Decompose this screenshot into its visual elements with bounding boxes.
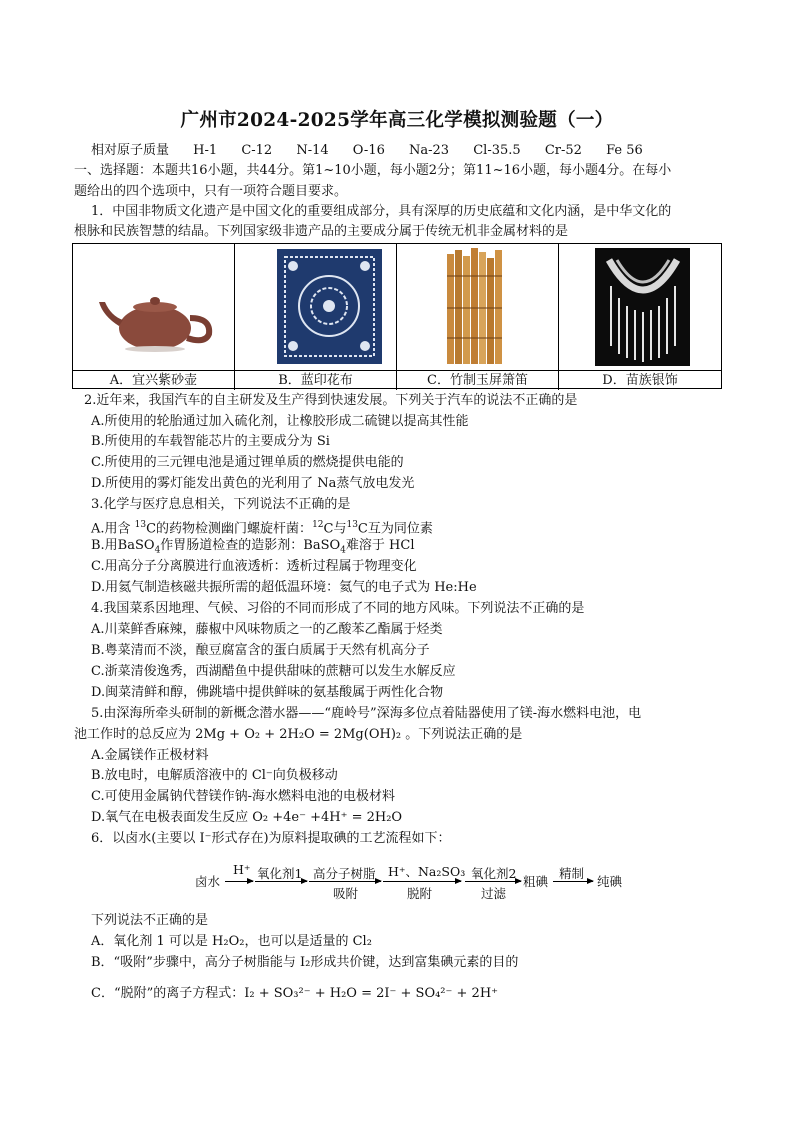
flow-arrow-label: 脱附 bbox=[407, 886, 433, 901]
option-label: C．竹制玉屏箫笛 bbox=[397, 370, 558, 390]
flow-arrow-label: H⁺ bbox=[233, 862, 251, 877]
superscript: 13 bbox=[346, 520, 358, 530]
mass-item: Cl-35.5 bbox=[473, 143, 521, 158]
q6-stem: 6．以卤水(主要以 I⁻形式存在)为原料提取碘的工艺流程如下： bbox=[91, 831, 451, 846]
subscript: 4 bbox=[340, 545, 346, 556]
teapot-image bbox=[73, 246, 234, 369]
superscript: 13 bbox=[134, 520, 147, 530]
mass-item: O-16 bbox=[352, 143, 385, 158]
mass-item: H-1 bbox=[193, 143, 218, 158]
q2-option-b[interactable]: B.所使用的车载智能芯片的主要成分为 Si bbox=[91, 434, 330, 449]
text: C与 bbox=[323, 521, 347, 537]
q5-stem: 5.由深海所牵头研制的新概念潜水器——“鹿岭号”深海多位点着陆器使用了镁-海水燃料电池，电 bbox=[91, 706, 642, 721]
q6-option-c[interactable]: C．“脱附”的离子方程式：I₂ + SO₃²⁻ + H₂O = 2I⁻ + SO₄²⁻ + 2H⁺ bbox=[91, 986, 499, 1001]
q5-option-b[interactable]: B.放电时，电解质溶液中的 Cl⁻向负极移动 bbox=[91, 768, 338, 783]
q1-stem: 1．中国非物质文化遗产是中国文化的重要组成部分，具有深厚的历史底蕴和文化内涵，是中华文化的 bbox=[91, 204, 672, 219]
flow-arrow-label: 精制 bbox=[559, 866, 585, 881]
instructions-line: 题给出的四个选项中，只有一项符合题目要求。 bbox=[74, 184, 348, 199]
flow-arrow bbox=[383, 881, 461, 882]
q3-stem: 3.化学与医疗息息相关，下列说法不正确的是 bbox=[91, 497, 351, 512]
text: 作胃肠道检查的造影剂：BaSO bbox=[160, 538, 341, 553]
q3-option-d[interactable]: D.用氦气制造核磁共振所需的超低温环境：氦气的电子式为 He:He bbox=[91, 580, 477, 595]
q1-option-c[interactable] bbox=[397, 244, 559, 390]
q4-option-b[interactable]: B.粤菜清而不淡，酿豆腐富含的蛋白质属于天然有机高分子 bbox=[91, 643, 430, 658]
q4-option-a[interactable]: A.川菜鲜香麻辣，藤椒中风味物质之一的乙酸苯乙酯属于烃类 bbox=[91, 622, 443, 637]
flow-arrow-label: 吸附 bbox=[333, 886, 359, 901]
bamboo-flute-image bbox=[397, 246, 558, 369]
q6-ask: 下列说法不正确的是 bbox=[91, 913, 209, 928]
flow-arrow bbox=[255, 881, 307, 882]
option-label: D．苗族银饰 bbox=[559, 370, 721, 390]
flow-arrow bbox=[225, 881, 253, 882]
flow-start: 卤水 bbox=[195, 874, 221, 889]
mass-item: Na-23 bbox=[409, 143, 450, 158]
atomic-masses bbox=[91, 139, 663, 158]
q4-option-d[interactable]: D.闽菜清鲜和醇，佛跳墙中提供鲜味的氨基酸属于两性化合物 bbox=[91, 685, 444, 700]
masses-label: 相对原子质量 bbox=[91, 143, 170, 158]
text: 难溶于 HCl bbox=[345, 538, 415, 553]
flow-arrow-label: 过滤 bbox=[481, 886, 507, 901]
q2-option-d[interactable]: D.所使用的雾灯能发出黄色的光利用了 Na蒸气放电发光 bbox=[91, 476, 415, 491]
q6-option-a[interactable]: A．氧化剂 1 可以是 H₂O₂，也可以是适量的 Cl₂ bbox=[91, 934, 372, 949]
q2-option-c[interactable]: C.所使用的三元锂电池是通过锂单质的燃烧提供电能的 bbox=[91, 455, 404, 470]
text: A.用含 bbox=[91, 521, 135, 537]
mass-item: N-14 bbox=[296, 143, 329, 158]
q2-stem: 2.近年来，我国汽车的自主研发及生产得到快速发展。下列关于汽车的说法不正确的是 bbox=[84, 393, 578, 408]
q5-option-c[interactable]: C.可使用金属钠代替镁作钠-海水燃料电池的电极材料 bbox=[91, 789, 396, 804]
flow-node: 氧化剂1 bbox=[257, 866, 303, 881]
mass-item: Cr-52 bbox=[544, 143, 582, 158]
q1-stem: 根脉和民族智慧的结晶。下列国家级非遗产品的主要成分属于传统无机非金属材料的是 bbox=[74, 224, 569, 239]
q5-option-d[interactable]: D.氧气在电极表面发生反应 O₂ +4e⁻ +4H⁺ = 2H₂O bbox=[91, 810, 403, 825]
superscript: 12 bbox=[312, 520, 324, 530]
q5-option-a[interactable]: A.金属镁作正极材料 bbox=[91, 748, 209, 763]
q5-stem: 池工作时的总反应为 2Mg + O₂ + 2H₂O = 2Mg(OH)₂ 。下列说法正确的是 bbox=[74, 727, 523, 742]
q1-option-d[interactable] bbox=[559, 244, 721, 390]
flow-arrow bbox=[309, 881, 381, 882]
text: C互为同位素 bbox=[357, 521, 433, 537]
silver-jewelry-image bbox=[559, 246, 721, 369]
q3-option-c[interactable]: C.用高分子分离膜进行血液透析：透析过程属于物理变化 bbox=[91, 559, 417, 574]
mass-item: C-12 bbox=[241, 143, 273, 158]
option-label: A．宜兴紫砂壶 bbox=[73, 370, 234, 390]
flow-arrow bbox=[553, 881, 593, 882]
flow-end: 纯碘 bbox=[597, 874, 623, 889]
option-label: B．蓝印花布 bbox=[235, 370, 396, 390]
q3-option-b[interactable] bbox=[91, 537, 414, 560]
q3-option-a[interactable] bbox=[91, 516, 433, 538]
q1-options-table bbox=[72, 243, 722, 389]
flow-node: 高分子树脂 bbox=[313, 866, 376, 881]
flow-node: 粗碘 bbox=[523, 874, 549, 889]
q2-option-a[interactable]: A.所使用的轮胎通过加入硫化剂，让橡胶形成二硫键以提高其性能 bbox=[91, 414, 469, 429]
blue-cloth-image bbox=[235, 246, 396, 369]
mass-item: Fe 56 bbox=[606, 143, 643, 158]
q4-stem: 4.我国菜系因地理、气候、习俗的不同而形成了不同的地方风味。下列说法不正确的是 bbox=[91, 601, 585, 616]
q6-option-b[interactable]: B．“吸附”步骤中，高分子树脂能与 I₂形成共价键，达到富集碘元素的目的 bbox=[91, 955, 519, 970]
page-title: 广州市2024-2025学年高三化学模拟测验题（一） bbox=[180, 110, 614, 131]
subscript: 4 bbox=[154, 545, 161, 556]
process-flow-diagram bbox=[195, 862, 635, 902]
q1-option-a[interactable] bbox=[73, 244, 235, 390]
flow-arrow bbox=[465, 881, 521, 882]
flow-arrow-label: 氧化剂2 bbox=[471, 866, 517, 881]
flow-arrow-label: H⁺、Na₂SO₃ bbox=[388, 864, 466, 879]
text: C的药物检测幽门螺旋杆菌： bbox=[146, 521, 313, 537]
instructions-line: 一、选择题：本题共16小题，共44分。第1~10小题，每小题2分；第11~16小题，每小题4分。在每小 bbox=[74, 163, 672, 178]
q1-option-b[interactable] bbox=[235, 244, 397, 390]
q4-option-c[interactable]: C.浙菜清俊逸秀，西湖醋鱼中提供甜味的蔗糖可以发生水解反应 bbox=[91, 664, 456, 679]
text: B.用BaSO bbox=[91, 538, 155, 553]
